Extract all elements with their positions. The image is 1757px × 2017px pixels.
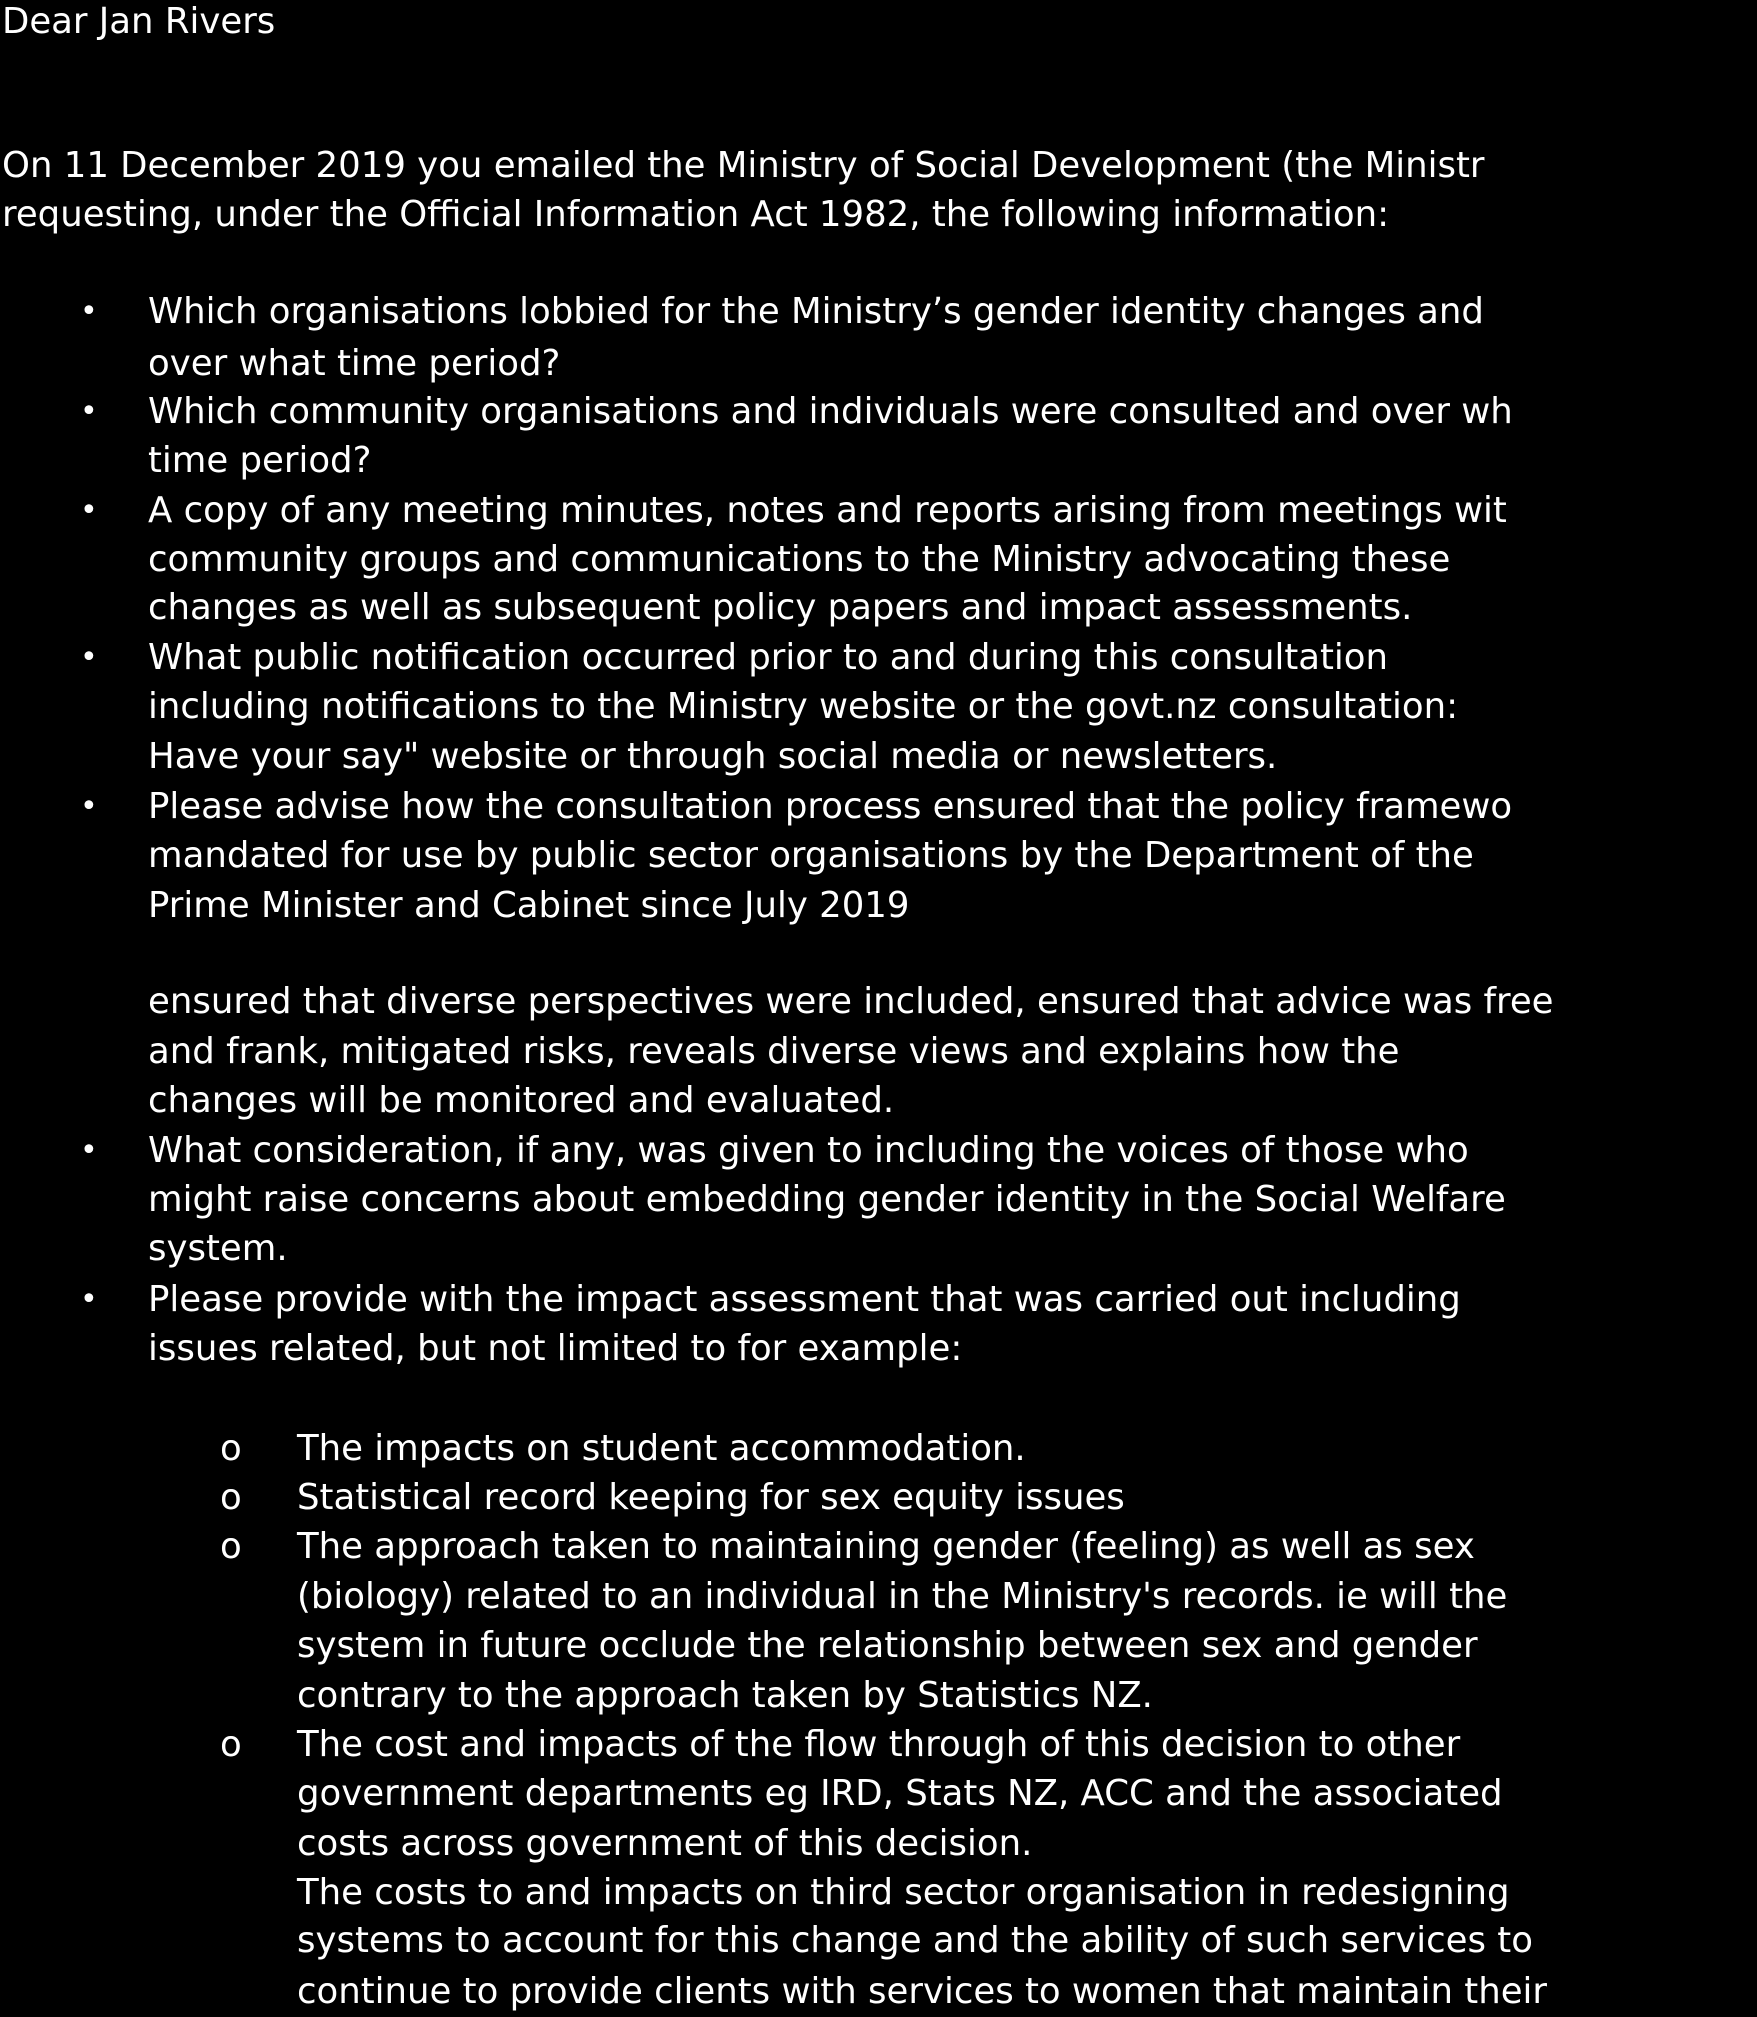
sub-item-line: government departments eg IRD, Stats NZ, ACC and the associated (297, 1773, 1503, 1814)
sub-bullet-icon: o (220, 1526, 242, 1567)
bullet-icon: • (80, 493, 98, 528)
list-item-line: mandated for use by public sector organisations by the Department of the (148, 835, 1474, 876)
list-item-line: What consideration, if any, was given to including the voices of those who (148, 1130, 1469, 1171)
sub-bullet-icon: o (220, 1724, 242, 1765)
sub-continuation-line: The costs to and impacts on third sector organisation in redesigning (297, 1872, 1510, 1913)
list-item-line: Please advise how the consultation process ensured that the policy framewo (148, 786, 1513, 827)
bullet-icon: • (80, 394, 98, 429)
bullet-icon: • (80, 1282, 98, 1317)
sub-item-line: costs across government of this decision. (297, 1823, 1033, 1864)
list-item-line: time period? (148, 440, 372, 481)
intro-line: On 11 December 2019 you emailed the Ministry of Social Development (the Ministr (2, 145, 1485, 186)
list-item-line: Which community organisations and individuals were consulted and over wh (148, 391, 1513, 432)
list-item-line: changes as well as subsequent policy papers and impact assessments. (148, 587, 1413, 628)
bullet-icon: • (80, 1133, 98, 1168)
list-item-line: Please provide with the impact assessment that was carried out including (148, 1279, 1461, 1320)
list-item-line: Prime Minister and Cabinet since July 2019 (148, 885, 910, 926)
sub-item-line: The impacts on student accommodation. (297, 1428, 1026, 1469)
intro-line: requesting, under the Official Information Act 1982, the following information: (2, 194, 1390, 235)
continuation-line: changes will be monitored and evaluated. (148, 1080, 895, 1121)
list-item-line: A copy of any meeting minutes, notes and reports arising from meetings wit (148, 490, 1507, 531)
list-item-line: including notifications to the Ministry website or the govt.nz consultation: (148, 686, 1459, 727)
continuation-line: ensured that diverse perspectives were included, ensured that advice was free (148, 981, 1554, 1022)
sub-continuation-line: continue to provide clients with services to women that maintain their (297, 1971, 1547, 2012)
continuation-line: and frank, mitigated risks, reveals diverse views and explains how the (148, 1031, 1400, 1072)
sub-item-line: Statistical record keeping for sex equity issues (297, 1477, 1125, 1518)
sub-continuation-line: systems to account for this change and the ability of such services to (297, 1920, 1533, 1961)
list-item-line: issues related, but not limited to for example: (148, 1328, 963, 1369)
list-item-line: community groups and communications to the Ministry advocating these (148, 539, 1451, 580)
sub-bullet-icon: o (220, 1428, 242, 1469)
list-item-line: Have your say" website or through social media or newsletters. (148, 736, 1278, 777)
list-item-line: over what time period? (148, 343, 561, 384)
sub-bullet-icon: o (220, 1477, 242, 1518)
list-item-line: might raise concerns about embedding gender identity in the Social Welfare (148, 1179, 1506, 1220)
greeting: Dear Jan Rivers (2, 1, 276, 42)
list-item-line: system. (148, 1228, 288, 1269)
bullet-icon: • (80, 294, 98, 329)
list-item-line: What public notification occurred prior to and during this consultation (148, 637, 1389, 678)
sub-item-line: (biology) related to an individual in the Ministry's records. ie will the (297, 1576, 1508, 1617)
bullet-icon: • (80, 640, 98, 675)
sub-item-line: system in future occlude the relationship between sex and gender (297, 1625, 1478, 1666)
sub-item-line: contrary to the approach taken by Statistics NZ. (297, 1675, 1153, 1716)
list-item-line: Which organisations lobbied for the Ministry’s gender identity changes and (148, 291, 1484, 332)
sub-item-line: The cost and impacts of the flow through of this decision to other (297, 1724, 1461, 1765)
sub-item-line: The approach taken to maintaining gender (feeling) as well as sex (297, 1526, 1475, 1567)
bullet-icon: • (80, 789, 98, 824)
